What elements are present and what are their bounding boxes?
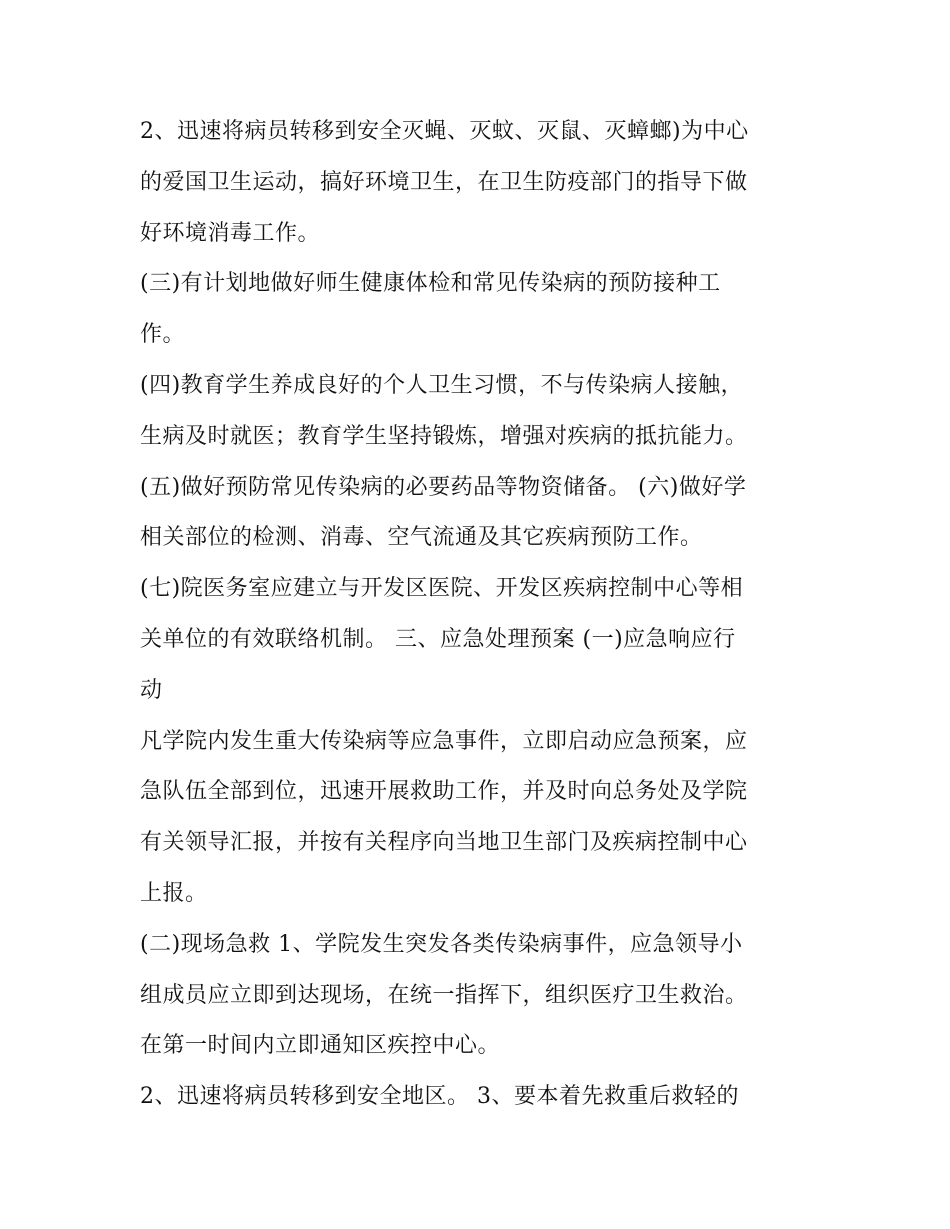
text-line: 上报。 <box>140 880 208 906</box>
text-line: 在第一时间内立即通知区疾控中心。 <box>140 1033 501 1059</box>
text-line: (五)做好预防常见传染病的必要药品等物资储备。 (六)做好学 <box>140 474 747 500</box>
text-line: 2、迅速将病员转移到安全地区。 3、要本着先救重后救轻的 <box>140 1084 739 1110</box>
text-line: 2、迅速将病员转移到安全灭蝇、灭蚊、灭鼠、灭蟑螂)为中心 <box>140 119 749 144</box>
text-line: (四)教育学生养成良好的个人卫生习惯，不与传染病人接触， <box>140 372 744 398</box>
text-line: (三)有计划地做好师生健康体检和常见传染病的预防接种工 <box>140 271 721 297</box>
text-line: 关单位的有效联络机制。 三、应急处理预案 (一)应急响应行 <box>140 626 736 652</box>
text-line: 有关领导汇报，并按有关程序向当地卫生部门及疾病控制中心 <box>140 830 748 856</box>
text-line: 相关部位的检测、消毒、空气流通及其它疾病预防工作。 <box>140 525 703 551</box>
text-line: 作。 <box>140 322 186 348</box>
text-line: (七)院医务室应建立与开发区医院、开发区疾病控制中心等相 <box>140 576 744 602</box>
text-line: 生病及时就医；教育学生坚持锻炼，增强对疾病的抵抗能力。 <box>140 423 748 449</box>
text-line: 动 <box>140 677 163 703</box>
text-line: 好环境消毒工作。 <box>140 220 321 246</box>
text-line: (二)现场急救 1、学院发生突发各类传染病事件，应急领导小 <box>140 931 743 957</box>
text-line: 组成员应立即到达现场，在统一指挥下，组织医疗卫生救治。 <box>140 982 748 1008</box>
text-line: 急队伍全部到位，迅速开展救助工作，并及时向总务处及学院 <box>140 779 748 805</box>
text-line: 凡学院内发生重大传染病等应急事件，立即启动应急预案，应 <box>140 728 748 754</box>
document-body <box>140 107 820 1123</box>
text-line: 的爱国卫生运动，搞好环境卫生，在卫生防疫部门的指导下做 <box>140 169 748 195</box>
